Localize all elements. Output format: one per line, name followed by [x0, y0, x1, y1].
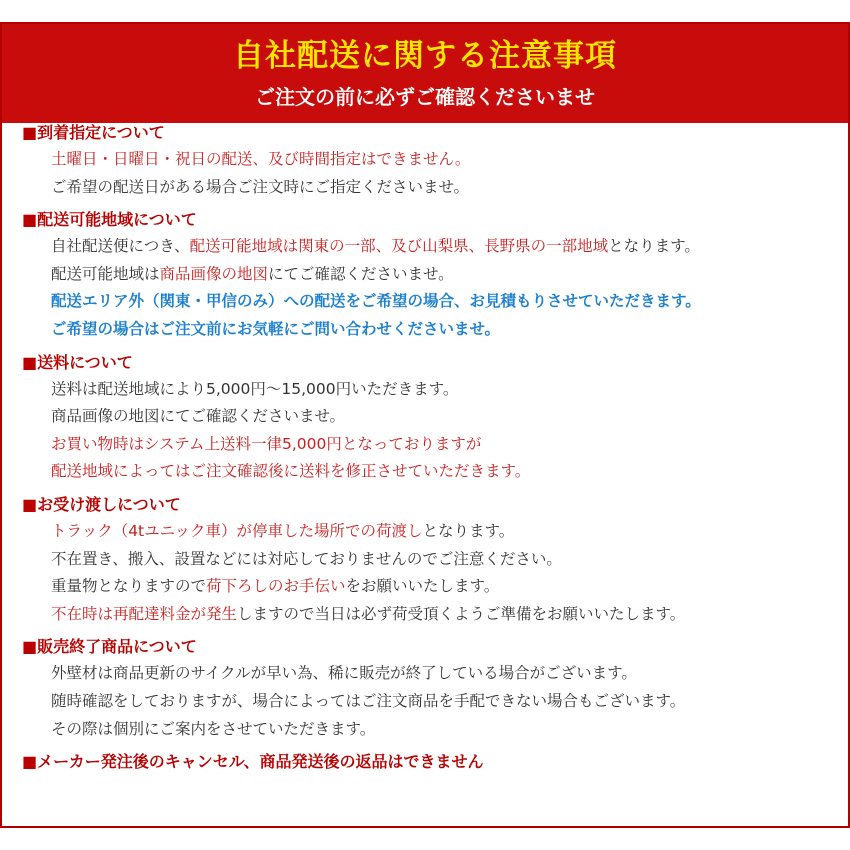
shipping-line-3: お買い物時はシステム上送料一律5,000円となっておりますが: [51, 434, 482, 453]
section-heading-area: ■配送可能地域について: [22, 210, 197, 230]
banner-title: 自社配送に関する注意事項: [233, 38, 617, 74]
handover-line-4-part-b: しますので当日は必ず荷受頂くようご準備をお願いいたします。: [237, 604, 686, 623]
handover-line-3-part-a: 重量物となりますので: [51, 577, 207, 596]
handover-line-3-part-c: をお願いいたします。: [345, 577, 500, 596]
section-heading-shipping: ■送料について: [22, 352, 133, 372]
handover-line-1-part-a: トラック（4tユニック車）が停車した場所での荷渡し: [51, 521, 423, 540]
area-line-1-part-a: 自社配送便につき、: [51, 237, 190, 256]
section-heading-cancel: ■メーカー発注後のキャンセル、商品発送後の返品はできません: [22, 752, 484, 772]
notice-content: [22, 120, 842, 781]
section-arrival: [22, 120, 842, 201]
handover-line-4-part-a: 不在時は再配達料金が発生: [51, 604, 238, 623]
handover-line-4: [22, 601, 842, 629]
handover-line-1-part-b: となります。: [422, 521, 515, 540]
shipping-line-2: 商品画像の地図にてご確認くださいませ。: [51, 407, 346, 426]
title-banner: [2, 24, 848, 123]
area-line-1: [22, 233, 842, 261]
area-line-1-part-c: となります。: [608, 237, 700, 256]
arrival-line-2: ご希望の配送日がある場合ご注文時にご指定くださいませ。: [51, 177, 470, 196]
section-shipping: [22, 350, 842, 486]
handover-line-3: [22, 573, 842, 601]
section-heading-arrival: ■到着指定について: [22, 123, 165, 142]
handover-line-3-part-b: 荷下ろしのお手伝い: [206, 577, 346, 596]
arrival-line-1: 土曜日・日曜日・祝日の配送、及び時間指定はできません。: [51, 150, 471, 168]
discontinued-line-3: その際は個別にご案内をさせていただきます。: [51, 719, 376, 738]
section-discontinued: [22, 634, 842, 743]
area-line-2-part-b: 商品画像の地図: [159, 264, 269, 283]
section-heading-discontinued: ■販売終了商品について: [22, 637, 197, 657]
area-line-1-part-b: 配送可能地域は関東の一部、及び山梨県、長野県の一部地域: [189, 237, 609, 256]
section-cancel: [22, 749, 842, 775]
area-line-2: [22, 261, 842, 289]
area-line-2-part-c: にてご確認くださいませ。: [268, 264, 454, 283]
area-line-4: ご希望の場合はご注文前にお気軽にご問い合わせくださいませ。: [51, 319, 501, 338]
shipping-line-1: 送料は配送地域により5,000円～15,000円いただきます。: [51, 379, 459, 398]
section-handover: [22, 492, 842, 628]
section-area: [22, 207, 842, 343]
area-line-2-part-a: 配送可能地域は: [51, 264, 160, 283]
section-heading-handover: ■お受け渡しについて: [22, 494, 181, 514]
handover-line-1: [22, 518, 842, 546]
banner-subtitle: ご注文の前に必ずご確認くださいませ: [255, 85, 595, 109]
shipping-line-4: 配送地域によってはご注文確認後に送料を修正させていただきます。: [51, 462, 531, 481]
area-line-3: 配送エリア外（関東・甲信のみ）への配送をご希望の場合、お見積もりさせていただきます。: [51, 292, 701, 311]
discontinued-line-2: 随時確認をしておりますが、場合によってはご注文商品を手配できない場合もございます。: [51, 691, 686, 710]
discontinued-line-1: 外壁材は商品更新のサイクルが早い為、稀に販売が終了している場合がございます。: [51, 664, 637, 683]
handover-line-2: 不在置き、搬入、設置などには対応しておりませんのでご注意ください。: [51, 549, 562, 568]
